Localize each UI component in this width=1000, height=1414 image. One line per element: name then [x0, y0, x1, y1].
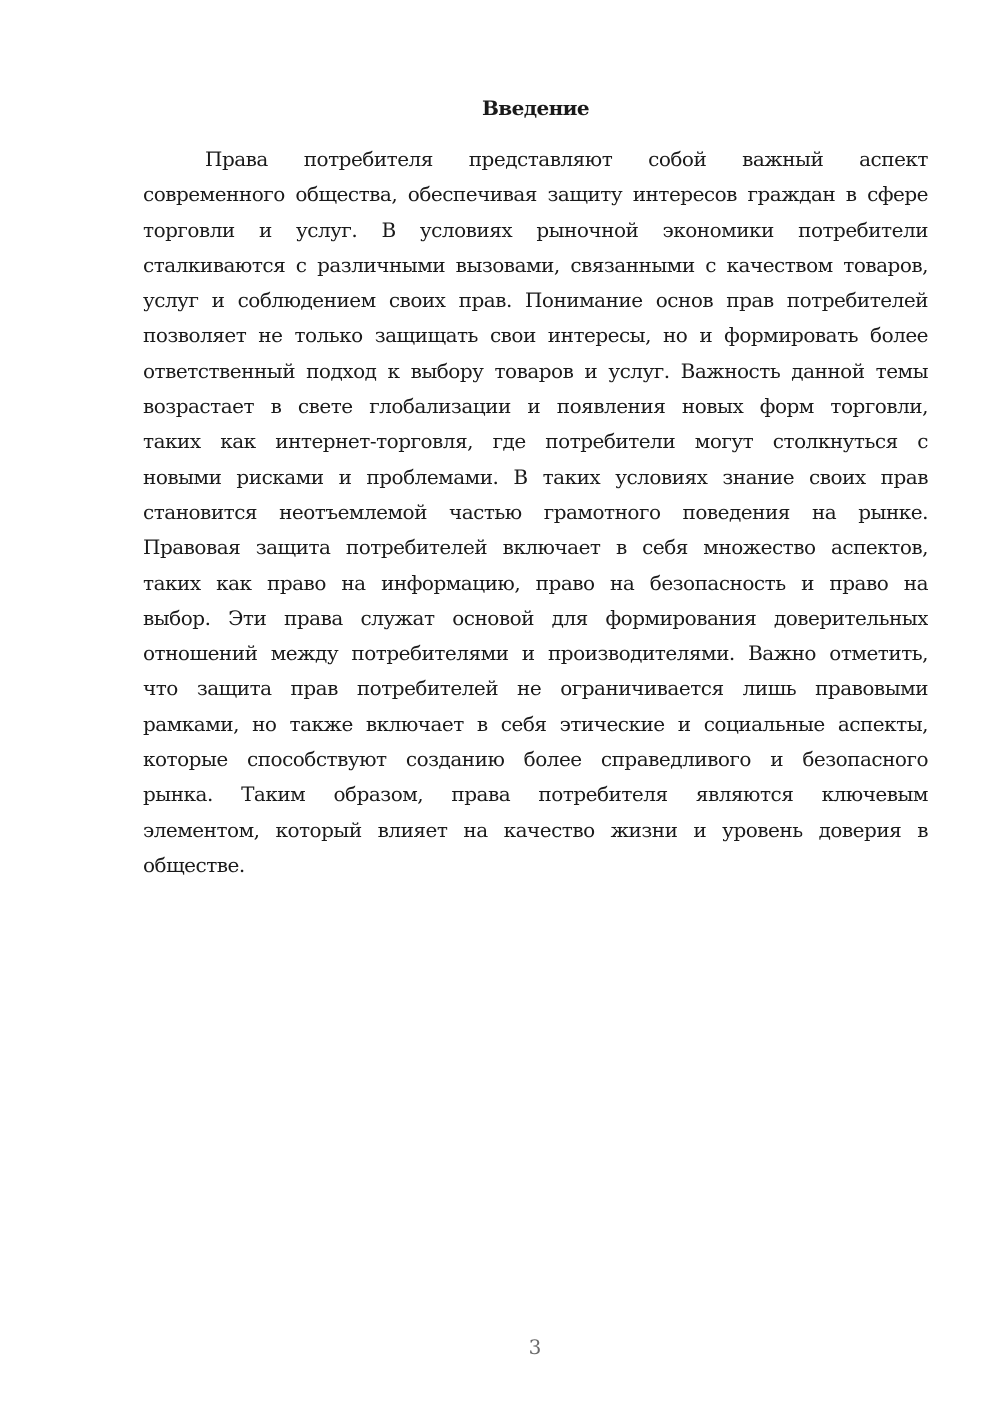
paragraph-line: услуг и соблюдением своих прав. Понимание основ прав потребителей: [143, 288, 928, 313]
paragraph-line: современного общества, обеспечивая защиту интересов граждан в сфере: [143, 182, 928, 207]
paragraph-line: которые способствуют созданию более справедливого и безопасного: [143, 747, 928, 772]
paragraph-line: сталкиваются с различными вызовами, связанными с качеством товаров,: [143, 252, 928, 277]
paragraph-line: таких как интернет-торговля, где потребители могут столкнуться с: [143, 429, 928, 454]
paragraph-line: таких как право на информацию, право на безопасность и право на: [143, 570, 928, 595]
paragraph-line: возрастает в свете глобализации и появления новых форм торговли,: [143, 394, 928, 419]
paragraph-line: новыми рисками и проблемами. В таких условиях знание своих прав: [143, 464, 928, 489]
body-paragraph: [143, 142, 928, 883]
paragraph-line: отношений между потребителями и производителями. Важно отметить,: [143, 641, 928, 666]
paragraph-line: обществе.: [143, 852, 245, 877]
paragraph-line: позволяет не только защищать свои интересы, но и формировать более: [143, 323, 928, 348]
paragraph-line: рынка. Таким образом, права потребителя являются ключевым: [143, 782, 928, 807]
paragraph-line: Права потребителя представляют собой важный аспект: [205, 147, 928, 171]
paragraph-line: торговли и услуг. В условиях рыночной экономики потребители: [143, 217, 928, 242]
paragraph-line: становится неотъемлемой частью грамотного поведения на рынке.: [143, 499, 928, 524]
paragraph-line: элементом, который влияет на качество жизни и уровень доверия в: [143, 817, 928, 842]
paragraph-line: рамками, но также включает в себя этические и социальные аспекты,: [143, 711, 928, 736]
paragraph-line: ответственный подход к выбору товаров и услуг. Важность данной темы: [143, 358, 928, 383]
paragraph-line: что защита прав потребителей не ограничивается лишь правовыми: [143, 676, 928, 701]
paragraph-line: Правовая защита потребителей включает в себя множество аспектов,: [143, 535, 928, 560]
paragraph-line: выбор. Эти права служат основой для формирования доверительных: [143, 605, 928, 630]
page-number: 3: [528, 1335, 542, 1359]
section-heading: Введение: [482, 96, 589, 120]
